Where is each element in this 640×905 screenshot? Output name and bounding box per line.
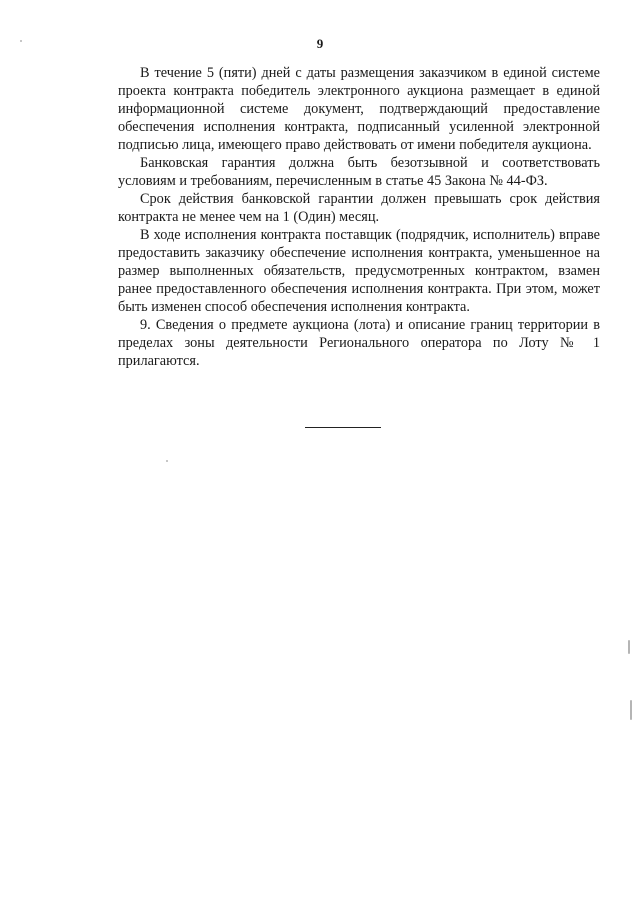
document-body <box>118 64 600 370</box>
scan-speck <box>20 40 22 42</box>
page-number: 9 <box>316 36 324 51</box>
scan-speck <box>166 460 168 462</box>
paragraph-security-reduction: В ходе исполнения контракта поставщик (подрядчик, исполнитель) вправе предоставить заказчику обеспечение исполнения контракта, уменьшенное на размер выполненных обязательств, предусмотренных контрактом, взамен ранее предоставленного обеспечения исполнения контракта. При этом, может быть изменен способ обеспечения исполнения контракта. <box>118 227 600 315</box>
scan-speck <box>628 640 630 654</box>
separator-line <box>305 427 381 428</box>
paragraph-bank-guarantee: Банковская гарантия должна быть безотзывной и соответствовать условиям и требованиям, перечисленным в статье 45 Закона № 44-ФЗ. <box>118 155 600 189</box>
scan-speck <box>630 700 632 720</box>
paragraph-lot-description: 9. Сведения о предмете аукциона (лота) и описание границ территории в пределах зоны деятельности Регионального оператора по Лоту № 1 прилагаются. <box>118 317 600 369</box>
paragraph-guarantee-term: Срок действия банковской гарантии должен превышать срок действия контракта не менее чем на 1 (Один) месяц. <box>118 191 600 225</box>
paragraph-contract-placement: В течение 5 (пяти) дней с даты размещения заказчиком в единой системе проекта контракта победитель электронного аукциона размещает в единой информационной системе документ, подтверждающий предоставление обеспечения исполнения контракта, подписанный усиленной электронной подписью лица, имеющего право действовать от имени победителя аукциона. <box>118 65 600 153</box>
